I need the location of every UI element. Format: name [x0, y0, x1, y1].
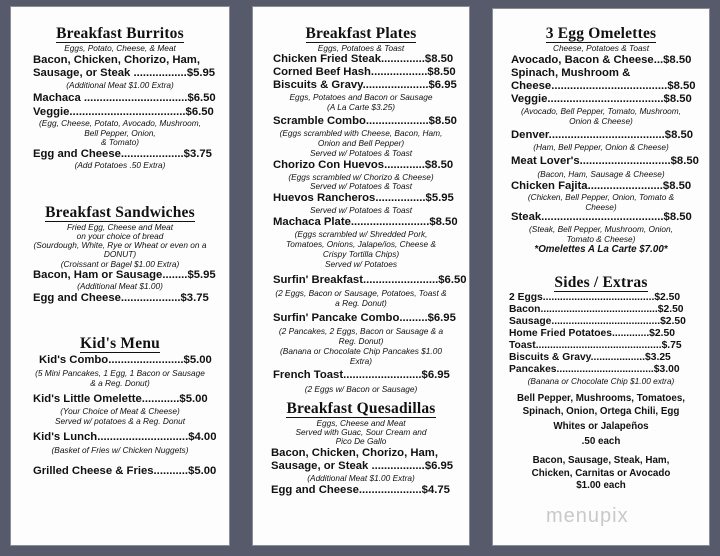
kids-grilled-cheese: Grilled Cheese & Fries...........$5.00	[33, 465, 217, 477]
plates-surfin-note2: a Reg. Donut)	[335, 298, 387, 308]
omelettes-spinach: Spinach, Mushroom &	[511, 67, 631, 79]
sides-toast: Toast............................................$.75	[509, 340, 682, 351]
kids-omelette: Kid's Little Omelette............$5.00	[33, 393, 208, 405]
kids-omelette-note1: (Your Choice of Meat & Cheese)	[60, 406, 180, 416]
omelettes-a-la-carte: *Omelettes A La Carte $7.00*	[534, 244, 668, 255]
burritos-machaca: Machaca .................................$6.50	[33, 92, 216, 104]
plates-chorizo: Chorizo Con Huevos.............$8.50	[273, 159, 454, 171]
quesadillas-note: (Additional Meat $1.00 Extra)	[307, 473, 415, 483]
sides-sausage: Sausage......................................$2.50	[509, 316, 686, 327]
plates-pancake-note4: Extra)	[349, 356, 373, 366]
burritos-veggie-note1: (Egg, Cheese, Potato, Avocado, Mushroom,	[39, 118, 201, 128]
plates-subtitle: Eggs, Potatoes & Toast	[317, 43, 405, 53]
plates-chorizo-note2: Served w/ Potatoes & Toast	[309, 181, 413, 191]
sides-pancakes-note: (Banana or Chocolate Chip $1.00 extra)	[527, 376, 675, 386]
extras-veggies-line3: Whites or Jalapeños	[553, 421, 649, 432]
sides-2-eggs: 2 Eggs.......................................$2.50	[509, 292, 681, 303]
kids-combo-note2: & a Reg. Donut)	[90, 378, 150, 388]
plates-huevos-note: Served w/ Potatoes & Toast	[309, 205, 413, 215]
omelettes-avocado: Avocado, Bacon & Cheese...$8.50	[511, 54, 692, 66]
burritos-veggie-note2: Bell Pepper, Onion,	[84, 128, 156, 138]
menupix-watermark: menupix	[546, 505, 629, 527]
quesadillas-egg-cheese: Egg and Cheese....................$4.75	[271, 484, 450, 496]
sandwiches-sub1: Fried Egg, Cheese and Meat	[66, 222, 174, 232]
kids-combo: Kid's Combo........................$5.00	[39, 354, 212, 366]
extras-meats-line2: Chicken, Carnitas or Avocado	[531, 468, 671, 479]
omelettes-chicken-fajita: Chicken Fajita........................$8.50	[511, 180, 692, 192]
plates-huevos: Huevos Rancheros................$5.95	[273, 192, 454, 204]
kids-lunch: Kid's Lunch.............................$4.00	[33, 431, 217, 443]
plates-surfin-pancake: Surfin' Pancake Combo.........$6.95	[273, 312, 456, 324]
extras-meats-price: $1.00 each	[576, 480, 626, 491]
burritos-subtitle: Eggs, Potato, Cheese, & Meat	[64, 43, 176, 53]
omelettes-denver: Denver.....................................$8.50	[511, 129, 694, 141]
section-title-omelettes: 3 Egg Omelettes	[545, 25, 657, 42]
burritos-egg-cheese: Egg and Cheese....................$3.75	[33, 148, 212, 160]
plates-machaca: Machaca Plate.........................$8.50	[273, 216, 458, 228]
sandwiches-sub2: on your choice of bread	[76, 231, 164, 241]
kids-lunch-note: (Basket of Fries w/ Chicken Nuggets)	[51, 445, 189, 455]
plates-machaca-note4: Served w/ Potatoes	[325, 259, 397, 269]
extras-veggies-line2: Spinach, Onion, Ortega Chili, Egg	[522, 406, 680, 417]
omelettes-veggie: Veggie.....................................$8.50	[511, 93, 692, 105]
sandwiches-note: (Additional Meat $1.00)	[77, 281, 163, 291]
section-title-kids: Kid's Menu	[80, 335, 160, 352]
sandwiches-egg-cheese: Egg and Cheese...................$3.75	[33, 292, 209, 304]
plates-machaca-note1: (Eggs scrambled w/ Shredded Pork,	[294, 229, 428, 239]
omelettes-fajita-note1: (Chicken, Bell Pepper, Onion, Tomato &	[527, 192, 675, 202]
sandwiches-sub4: DONUT)	[103, 249, 137, 259]
quesadillas-line1: Bacon, Chicken, Chorizo, Ham,	[271, 447, 438, 459]
burritos-item-line1: Bacon, Chicken, Chorizo, Ham,	[33, 54, 200, 66]
sides-home-fried: Home Fried Potatoes.............$2.50	[509, 328, 675, 339]
plates-scramble-combo: Scramble Combo....................$8.50	[273, 115, 457, 127]
omelettes-meat-lovers: Meat Lover's.............................$8.50	[511, 155, 699, 167]
kids-omelette-note2: Served w/ potatoes & a Reg. Donut	[54, 416, 186, 426]
burritos-note: (Additional Meat $1.00 Extra)	[66, 80, 174, 90]
extras-veggies-price: .50 each	[581, 436, 621, 447]
section-title-plates: Breakfast Plates	[305, 25, 417, 42]
section-title-sides: Sides / Extras	[554, 274, 648, 291]
omelettes-fajita-note2: Cheese)	[585, 202, 617, 212]
omelettes-meat-note: (Bacon, Ham, Sausage & Cheese)	[537, 169, 665, 179]
plates-scramble-note2: Onion and Bell Pepper)	[317, 138, 405, 148]
plates-biscuits-gravy: Biscuits & Gravy.....................$6.95	[273, 79, 457, 91]
quesadillas-line2: Sausage, or Steak .................$6.95	[271, 460, 454, 472]
burritos-egg-note: (Add Potatoes .50 Extra)	[74, 160, 166, 170]
extras-veggies-line1: Bell Pepper, Mushrooms, Tomatoes,	[516, 393, 686, 404]
plates-surfin-note1: (2 Eggs, Bacon or Sausage, Potatoes, Toast &	[275, 288, 447, 298]
sandwiches-sub5: (Croissant or Bagel $1.00 Extra)	[60, 259, 180, 269]
sides-biscuits: Biscuits & Gravy...................$3.25	[509, 352, 671, 363]
plates-pancake-note2: Reg. Donut)	[338, 336, 384, 346]
burritos-veggie-note3: & Tomato)	[101, 137, 139, 147]
plates-machaca-note3: Crispy Tortilla Chips)	[322, 249, 400, 259]
burritos-item-line2: Sausage, or Steak .................$5.95	[33, 67, 216, 79]
menu-panel-right	[492, 8, 710, 546]
sides-bacon: Bacon.........................................$2.50	[509, 304, 684, 315]
omelettes-steak: Steak.......................................$8.50	[511, 211, 692, 223]
plates-french-note: (2 Eggs w/ Bacon or Sausage)	[304, 384, 418, 394]
plates-corned-beef: Corned Beef Hash..................$8.50	[273, 66, 456, 78]
omelettes-spinach-price: Cheese.....................................$8.50	[511, 80, 696, 92]
menu-panel-left	[10, 6, 230, 546]
sides-pancakes: Pancakes..................................$3.00	[509, 364, 680, 375]
plates-chorizo-note1: (Eggs scrambled w/ Chorizo & Cheese)	[288, 172, 434, 182]
sandwiches-sub3: (Sourdough, White, Rye or Wheat or even on a	[33, 240, 207, 250]
omelettes-veggie-note1: (Avocado, Bell Pepper, Tomato, Mushroom,	[520, 106, 682, 116]
plates-pancake-note3: (Banana or Chocolate Chip Pancakes $1.00	[280, 346, 442, 356]
plates-machaca-note2: Tomatoes, Onions, Jalape/ios, Cheese &	[285, 239, 437, 249]
omelettes-veggie-note2: Onion & Cheese)	[569, 116, 633, 126]
plates-biscuits-note2: (A La Carte $3.25)	[327, 102, 395, 112]
section-title-quesadillas: Breakfast Quesadillas	[286, 400, 436, 417]
omelettes-denver-note: (Ham, Bell Pepper, Onion & Cheese)	[533, 142, 669, 152]
omelettes-subtitle: Cheese, Potatoes & Toast	[552, 43, 650, 53]
plates-scramble-note3: Served w/ Potatoes & Toast	[309, 148, 413, 158]
omelettes-steak-note2: Tomato & Cheese)	[566, 234, 636, 244]
plates-surfin-breakfast: Surfin' Breakfast........................$6.50	[273, 274, 467, 286]
quesadillas-sub2: Served with Guac, Sour Cream and	[295, 427, 427, 437]
omelettes-steak-note1: (Steak, Bell Pepper, Mushroom, Onion,	[529, 224, 673, 234]
quesadillas-sub1: Eggs, Cheese and Meat	[316, 418, 406, 428]
menu-panel-middle	[252, 6, 470, 546]
extras-meats-line1: Bacon, Sausage, Steak, Ham,	[532, 455, 670, 466]
sandwiches-bacon: Bacon, Ham or Sausage........$5.95	[33, 269, 216, 281]
plates-pancake-note1: (2 Pancakes, 2 Eggs, Bacon or Sausage & a	[278, 326, 444, 336]
section-title-burritos: Breakfast Burritos	[56, 25, 184, 42]
section-title-sandwiches: Breakfast Sandwiches	[45, 204, 195, 221]
plates-chicken-fried-steak: Chicken Fried Steak..............$8.50	[273, 53, 454, 65]
quesadillas-sub3: Pico De Gallo	[335, 436, 387, 446]
plates-biscuits-note1: Eggs, Potatoes and Bacon or Sausage	[289, 92, 433, 102]
kids-combo-note1: (5 Mini Pancakes, 1 Egg, 1 Bacon or Sausage	[35, 368, 205, 378]
plates-scramble-note1: (Eggs scrambled with Cheese, Bacon, Ham,	[279, 128, 443, 138]
burritos-veggie: Veggie.....................................$6.50	[33, 106, 214, 118]
plates-french-toast: French Toast.........................$6.95	[273, 369, 450, 381]
